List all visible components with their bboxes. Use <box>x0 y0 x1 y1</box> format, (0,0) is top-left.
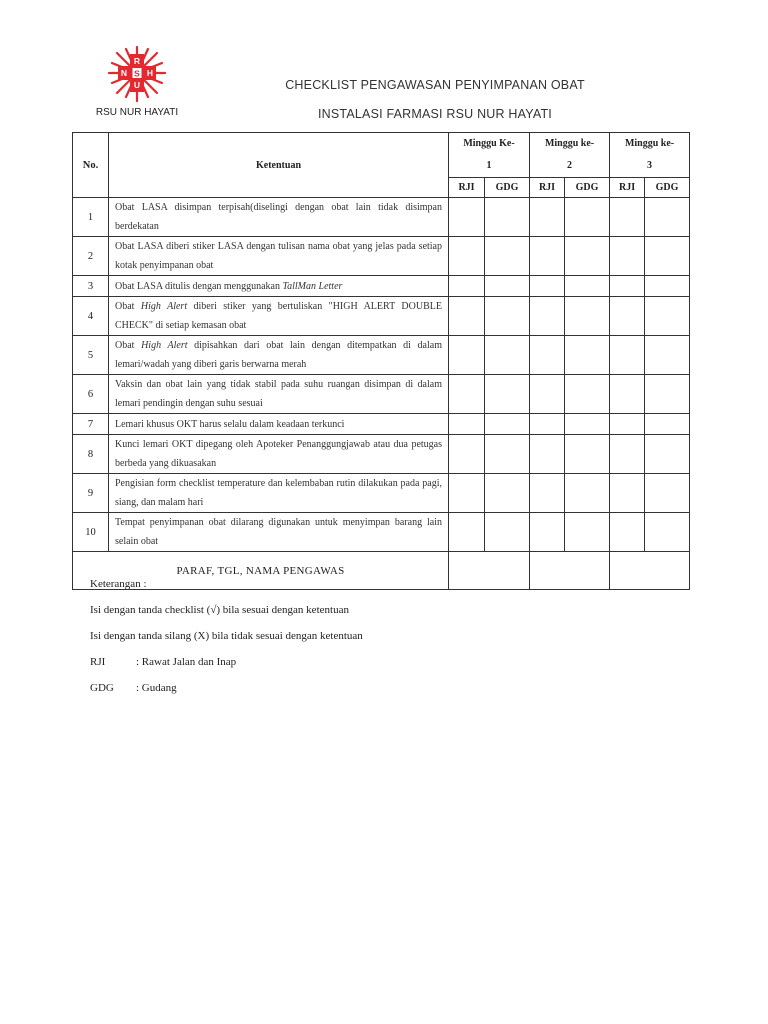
week-3-label: Minggu ke- <box>624 138 675 149</box>
check-cell-week1-rji[interactable] <box>449 198 485 237</box>
header-week-3 <box>610 133 690 178</box>
ketentuan-text: Obat LASA disimpan terpisah(diselingi dengan obat lain tidak disimpan berdekatan <box>115 202 442 232</box>
check-cell-week1-rji[interactable] <box>449 414 485 435</box>
check-cell-week2-gdg[interactable] <box>565 276 610 297</box>
logo-letter-top: R <box>133 56 141 66</box>
table-row <box>73 414 690 435</box>
check-cell-week1-rji[interactable] <box>449 297 485 336</box>
check-cell-week2-gdg[interactable] <box>565 474 610 513</box>
signature-cell[interactable] <box>449 552 530 590</box>
table-row <box>73 276 690 297</box>
check-cell-week2-gdg[interactable] <box>565 414 610 435</box>
check-cell-week1-gdg[interactable] <box>485 297 530 336</box>
row-number: 5 <box>73 336 109 375</box>
check-cell-week2-rji[interactable] <box>530 198 565 237</box>
check-cell-week3-gdg[interactable] <box>645 513 690 552</box>
table-row <box>73 435 690 474</box>
check-cell-week3-rji[interactable] <box>610 435 645 474</box>
row-ketentuan <box>109 237 449 276</box>
check-cell-week1-gdg[interactable] <box>485 336 530 375</box>
header-week-1 <box>449 133 530 178</box>
hospital-logo <box>82 46 192 122</box>
week-3-number: 3 <box>647 160 653 171</box>
check-cell-week2-gdg[interactable] <box>565 198 610 237</box>
check-cell-week3-gdg[interactable] <box>645 414 690 435</box>
ketentuan-italic-text: High Alert <box>140 301 188 312</box>
table-row <box>73 198 690 237</box>
check-cell-week2-rji[interactable] <box>530 513 565 552</box>
check-cell-week1-rji[interactable] <box>449 375 485 414</box>
row-number: 3 <box>73 276 109 297</box>
ketentuan-italic-text: High Alert <box>141 340 188 351</box>
row-number: 10 <box>73 513 109 552</box>
row-number: 6 <box>73 375 109 414</box>
ketentuan-text: Obat <box>115 301 141 312</box>
logo-caption: RSU NUR HAYATI <box>95 107 179 118</box>
check-cell-week1-gdg[interactable] <box>485 513 530 552</box>
signature-cell[interactable] <box>530 552 610 590</box>
check-cell-week1-rji[interactable] <box>449 336 485 375</box>
ketentuan-text: Obat LASA ditulis dengan menggunakan <box>115 280 283 292</box>
check-cell-week3-rji[interactable] <box>610 414 645 435</box>
check-cell-week3-gdg[interactable] <box>645 336 690 375</box>
subheader-rji: RJI <box>449 178 485 198</box>
abbr-gdg <box>90 682 177 694</box>
check-cell-week3-rji[interactable] <box>610 237 645 276</box>
logo-letter-center: S <box>134 68 140 79</box>
checklist-table <box>72 132 690 590</box>
ketentuan-text: Obat <box>115 340 142 351</box>
abbr-key: GDG <box>90 682 114 694</box>
check-cell-week1-gdg[interactable] <box>485 414 530 435</box>
abbr-rji <box>90 656 236 668</box>
logo-letter-bottom: U <box>133 80 141 90</box>
check-cell-week2-gdg[interactable] <box>565 513 610 552</box>
check-cell-week1-rji[interactable] <box>449 237 485 276</box>
check-cell-week1-rji[interactable] <box>449 474 485 513</box>
check-cell-week3-rji[interactable] <box>610 375 645 414</box>
document-title: CHECKLIST PENGAWASAN PENYIMPANAN OBAT <box>285 78 585 92</box>
row-ketentuan <box>109 375 449 414</box>
row-ketentuan <box>109 474 449 513</box>
check-cell-week3-gdg[interactable] <box>645 375 690 414</box>
ketentuan-italic-text: TallMan Letter <box>282 280 343 292</box>
check-cell-week3-gdg[interactable] <box>645 237 690 276</box>
check-cell-week3-gdg[interactable] <box>645 297 690 336</box>
check-cell-week2-gdg[interactable] <box>565 375 610 414</box>
check-cell-week3-rji[interactable] <box>610 276 645 297</box>
row-ketentuan <box>109 297 449 336</box>
table-row <box>73 513 690 552</box>
subheader-gdg: GDG <box>565 178 610 198</box>
ketentuan-text: Pengisian form checklist temperature dan kelembaban rutin dilakukan pada pagi, siang, dan malam hari <box>115 478 442 508</box>
row-number: 9 <box>73 474 109 513</box>
signature-row-label: PARAF, TGL, NAMA PENGAWAS <box>73 552 449 590</box>
header-week-2 <box>530 133 610 178</box>
abbr-value: : Rawat Jalan dan Inap <box>136 656 237 668</box>
check-cell-week2-rji[interactable] <box>530 297 565 336</box>
ketentuan-text: diberi stiker yang bertuliskan "HIGH ALERT DOUBLE CHECK" di setiap kemasan obat <box>115 301 442 331</box>
check-cell-week3-gdg[interactable] <box>645 198 690 237</box>
logo-letter-right: H <box>146 68 154 78</box>
notes-heading: Keterangan : <box>90 578 147 590</box>
check-cell-week1-rji[interactable] <box>449 276 485 297</box>
check-cell-week1-rji[interactable] <box>449 513 485 552</box>
check-cell-week3-rji[interactable] <box>610 198 645 237</box>
check-cell-week1-gdg[interactable] <box>485 276 530 297</box>
row-ketentuan <box>109 414 449 435</box>
table-row <box>73 375 690 414</box>
check-cell-week3-rji[interactable] <box>610 474 645 513</box>
check-cell-week2-gdg[interactable] <box>565 336 610 375</box>
header-no: No. <box>73 133 109 198</box>
check-cell-week2-gdg[interactable] <box>565 435 610 474</box>
ketentuan-text: Vaksin dan obat lain yang tidak stabil pada suhu ruangan disimpan di dalam lemari pendingin dengan suhu sesuai <box>115 379 442 409</box>
check-cell-week1-gdg[interactable] <box>485 474 530 513</box>
ketentuan-text: Kunci lemari OKT dipegang oleh Apoteker Penanggungjawab atau dua petugas berbeda yang dikuasakan <box>115 439 442 469</box>
week-1-number: 1 <box>486 160 492 171</box>
signature-cell[interactable] <box>610 552 690 590</box>
check-cell-week2-gdg[interactable] <box>565 237 610 276</box>
check-cell-week1-gdg[interactable] <box>485 237 530 276</box>
check-cell-week2-rji[interactable] <box>530 435 565 474</box>
check-cell-week3-gdg[interactable] <box>645 435 690 474</box>
week-2-label: Minggu ke- <box>544 138 595 149</box>
row-number: 4 <box>73 297 109 336</box>
abbr-value: : Gudang <box>136 682 177 694</box>
row-ketentuan <box>109 276 449 297</box>
row-ketentuan <box>109 198 449 237</box>
row-number: 2 <box>73 237 109 276</box>
check-cell-week2-rji[interactable] <box>530 375 565 414</box>
check-cell-week3-gdg[interactable] <box>645 474 690 513</box>
ketentuan-text: Tempat penyimpanan obat dilarang digunakan untuk menyimpan barang lain selain obat <box>115 517 442 547</box>
table-row <box>73 297 690 336</box>
subheader-gdg: GDG <box>645 178 690 198</box>
check-cell-week2-rji[interactable] <box>530 336 565 375</box>
subheader-rji: RJI <box>530 178 565 198</box>
table-row <box>73 237 690 276</box>
abbr-key: RJI <box>90 656 106 668</box>
document-subtitle: INSTALASI FARMASI RSU NUR HAYATI <box>318 107 552 121</box>
table-row <box>73 474 690 513</box>
subheader-rji: RJI <box>610 178 645 198</box>
check-cell-week3-rji[interactable] <box>610 336 645 375</box>
row-number: 7 <box>73 414 109 435</box>
check-cell-week2-rji[interactable] <box>530 414 565 435</box>
row-ketentuan <box>109 336 449 375</box>
table-row <box>73 336 690 375</box>
check-cell-week2-rji[interactable] <box>530 237 565 276</box>
week-1-label: Minggu Ke- <box>463 138 515 149</box>
check-cell-week2-rji[interactable] <box>530 474 565 513</box>
check-cell-week3-rji[interactable] <box>610 297 645 336</box>
row-ketentuan <box>109 435 449 474</box>
check-cell-week1-gdg[interactable] <box>485 435 530 474</box>
check-cell-week1-gdg[interactable] <box>485 198 530 237</box>
check-cell-week3-rji[interactable] <box>610 513 645 552</box>
week-2-number: 2 <box>567 160 573 171</box>
header-ketentuan: Ketentuan <box>109 133 449 198</box>
ketentuan-text: Obat LASA diberi stiker LASA dengan tulisan nama obat yang jelas pada setiap kotak penyimpanan obat <box>115 241 442 271</box>
note-cross: Isi dengan tanda silang (X) bila tidak sesuai dengan ketentuan <box>90 630 363 642</box>
check-cell-week3-gdg[interactable] <box>645 276 690 297</box>
row-number: 8 <box>73 435 109 474</box>
note-checklist: Isi dengan tanda checklist (√) bila sesuai dengan ketentuan <box>90 604 349 616</box>
row-number: 1 <box>73 198 109 237</box>
check-cell-week1-rji[interactable] <box>449 435 485 474</box>
check-cell-week1-gdg[interactable] <box>485 375 530 414</box>
sunburst-cross-logo-icon <box>102 46 172 104</box>
check-cell-week2-rji[interactable] <box>530 276 565 297</box>
row-ketentuan <box>109 513 449 552</box>
ketentuan-text: dipisahkan dari obat lain dengan ditempatkan di dalam lemari/wadah yang diberi garis berwarna merah <box>115 340 442 370</box>
check-cell-week2-gdg[interactable] <box>565 297 610 336</box>
logo-letter-left: N <box>120 68 128 78</box>
ketentuan-text: Lemari khusus OKT harus selalu dalam keadaan terkunci <box>115 418 345 430</box>
subheader-gdg: GDG <box>485 178 530 198</box>
